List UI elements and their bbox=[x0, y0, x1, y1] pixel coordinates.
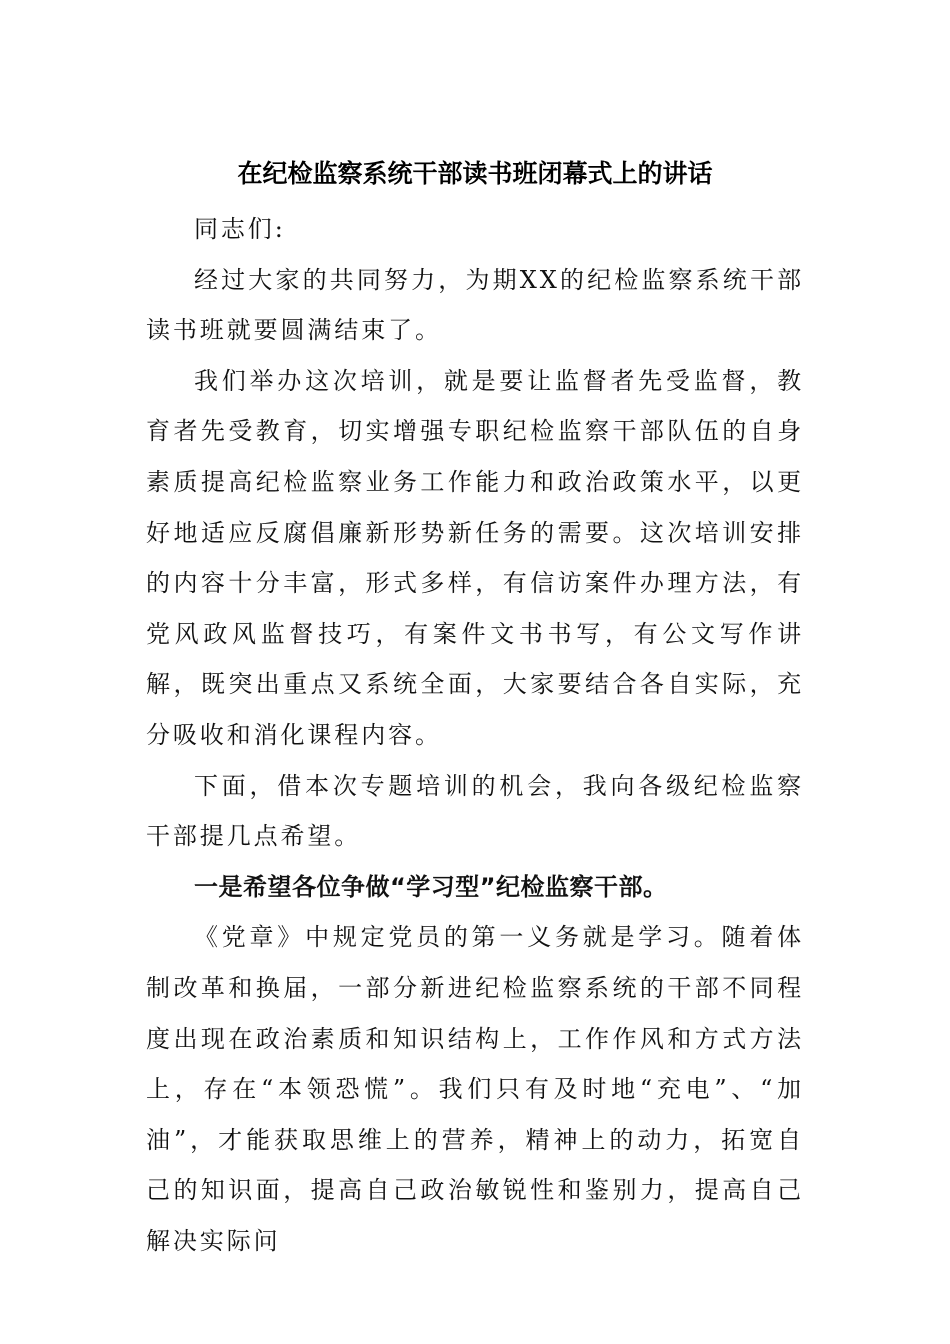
paragraph-4: 《党章》中规定党员的第一义务就是学习。随着体制改革和换届，一部分新进纪检监察系统的干部不同程度出现在政治素质和知识结构上，工作作风和方式方法上，存在“本领恐慌”。我们只有及时地“充电”、“加油”，才能获取思维上的营养，精神上的动力，拓宽自己的知识面，提高自己政治敏锐性和鉴别力，提高自己解决实际问 bbox=[146, 923, 804, 1255]
document-body bbox=[146, 204, 804, 1266]
document-title: 在纪检监察系统干部读书班闭幕式上的讲话 bbox=[237, 159, 713, 188]
paragraph-2: 我们举办这次培训，就是要让监督者先受监督，教育者先受教育，切实增强专职纪检监察干部队伍的自身素质提高纪检监察业务工作能力和政治政策水平，以更好地适应反腐倡廉新形势新任务的需要。这次培训安排的内容十分丰富，形式多样，有信访案件办理方法，有党风政风监督技巧，有案件文书书写，有公文写作讲解，既突出重点又系统全面，大家要结合各自实际，充分吸收和消化课程内容。 bbox=[146, 366, 804, 749]
paragraph-1: 经过大家的共同努力，为期XX的纪检监察系统干部读书班就要圆满结束了。 bbox=[146, 265, 804, 345]
section-heading-1: 一是希望各位争做“学习型”纪检监察干部。 bbox=[194, 872, 668, 901]
paragraph-3: 下面，借本次专题培训的机会，我向各级纪检监察干部提几点希望。 bbox=[146, 771, 804, 851]
salutation: 同志们: bbox=[194, 215, 286, 243]
